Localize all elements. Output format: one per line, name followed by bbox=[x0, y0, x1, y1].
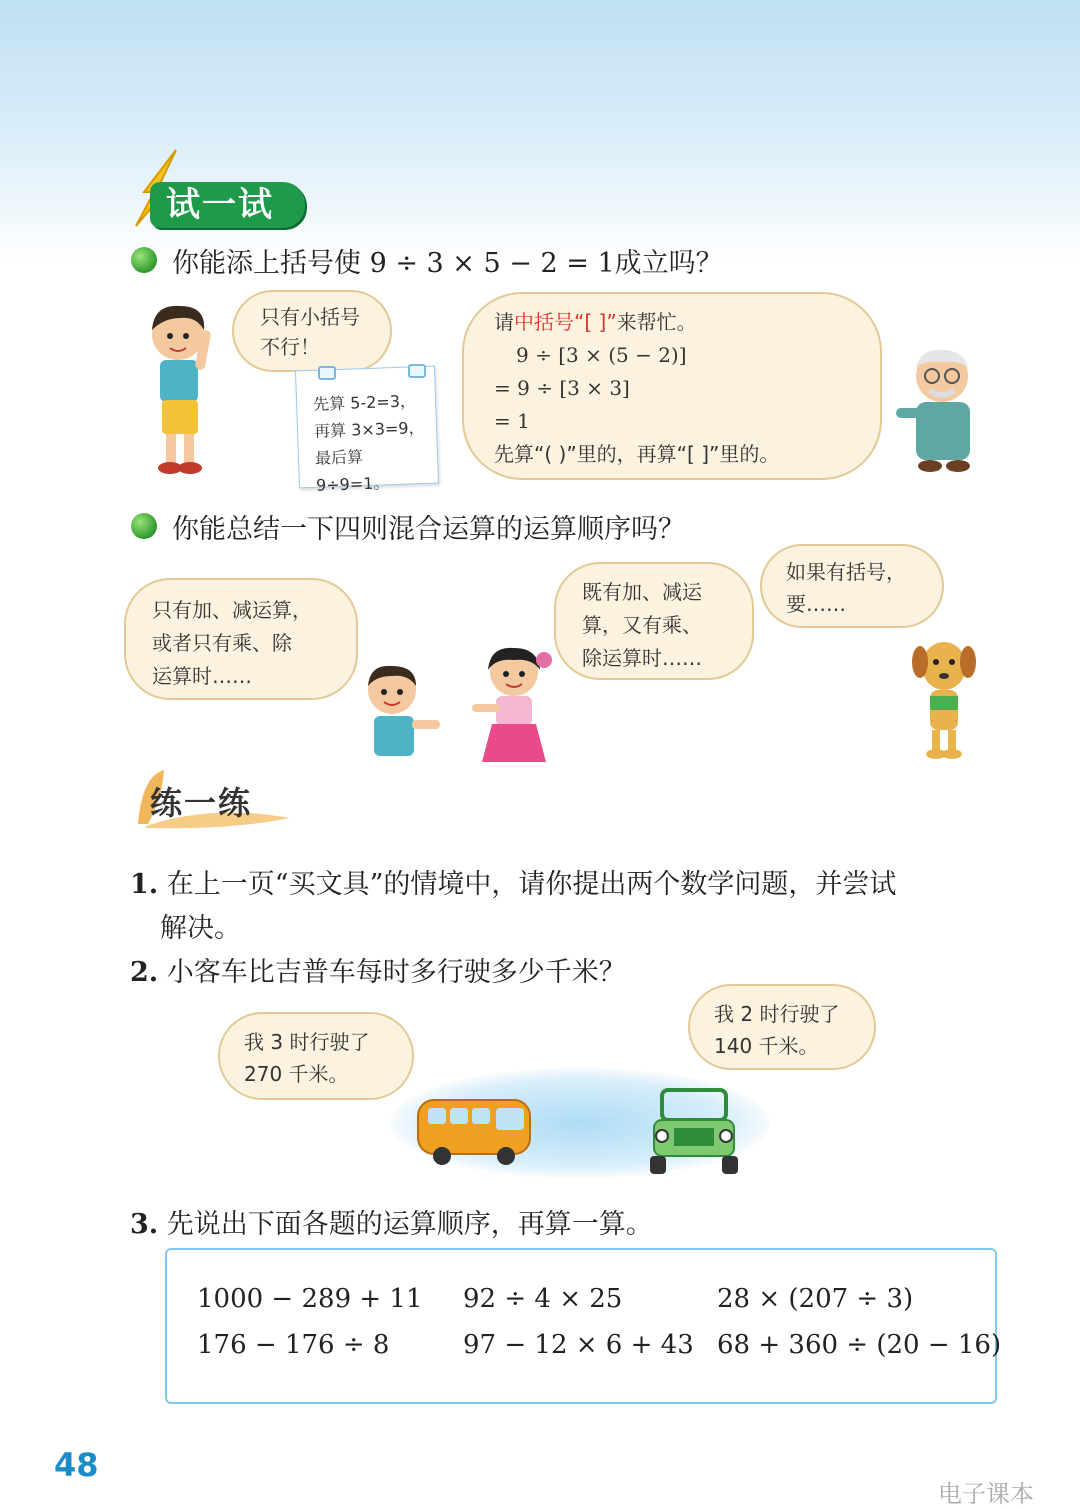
bubble-line: 只有加、减运算， bbox=[152, 598, 312, 622]
item-1-text: 在上一页“买文具”的情境中，请你提出两个数学问题，并尝试 bbox=[166, 869, 897, 900]
paper-clip-icon bbox=[318, 366, 336, 380]
jeep-speech-bubble bbox=[688, 984, 876, 1070]
item-3-number: 3. bbox=[130, 1209, 159, 1240]
calc-step-1: 9 ÷ [3 × (5 − 2)] bbox=[516, 343, 687, 367]
item-2-text: 小客车比吉普车每时多行驶多少千米？ bbox=[166, 957, 626, 988]
note-line: 先算 5-2=3， bbox=[312, 391, 417, 414]
bullet-icon bbox=[131, 247, 157, 273]
sticky-note bbox=[295, 366, 439, 495]
bubble-line: 只有小括号 bbox=[260, 305, 360, 329]
bubble-line: 要…… bbox=[786, 592, 846, 616]
teacher-summary: 先算“( )”里的，再算“[ ]”里的。 bbox=[494, 442, 780, 466]
bubble-line: 如果有括号， bbox=[786, 560, 906, 584]
exercise-box bbox=[165, 1248, 1002, 1404]
bus-illustration bbox=[414, 1092, 534, 1170]
paper-clip-icon bbox=[408, 364, 426, 378]
bubble-line: 或者只有乘、除 bbox=[152, 631, 292, 655]
teacher-intro-prefix: 请 bbox=[494, 310, 514, 334]
bubble-line: 我 2 时行驶了 bbox=[714, 1002, 840, 1026]
bullet-icon bbox=[131, 513, 157, 539]
expression: 28 × (207 ÷ 3) bbox=[717, 1284, 914, 1314]
page-number: 48 bbox=[54, 1446, 99, 1484]
teacher-intro-bracket: “[ ]” bbox=[574, 310, 617, 334]
bubble-line: 我 3 时行驶了 bbox=[244, 1030, 370, 1054]
expression: 92 ÷ 4 × 25 bbox=[463, 1284, 623, 1314]
item-3 bbox=[130, 1202, 653, 1241]
boy2-speech-bubble bbox=[124, 578, 358, 700]
girl-speech-bubble bbox=[554, 562, 754, 680]
dog-speech-bubble bbox=[760, 544, 944, 628]
item-1-line-1 bbox=[130, 862, 896, 901]
calc-step-2: = 9 ÷ [3 × 3] bbox=[494, 376, 630, 400]
bubble-line: 除运算时…… bbox=[582, 646, 702, 670]
bubble-line: 算，又有乘、 bbox=[582, 613, 702, 637]
bubble-line: 270 千米。 bbox=[244, 1062, 349, 1086]
item-3-text: 先说出下面各题的运算顺序，再算一算。 bbox=[166, 1209, 653, 1240]
bubble-line: 既有加、减运 bbox=[582, 580, 702, 604]
boy-character-illustration bbox=[140, 300, 230, 480]
item-1-number: 1. bbox=[130, 869, 159, 900]
boy2-character-illustration bbox=[356, 660, 446, 760]
question-1: 你能添上括号使 9 ÷ 3 × 5 − 2 = 1成立吗？ bbox=[172, 248, 723, 279]
dog-character-illustration bbox=[900, 636, 986, 760]
note-line: 再算 3×3=9， bbox=[313, 417, 425, 441]
teacher-intro-suffix: 来帮忙。 bbox=[616, 310, 697, 334]
item-2-number: 2. bbox=[130, 957, 159, 988]
teacher-intro bbox=[494, 306, 880, 339]
teacher-intro-red: 中括号 bbox=[514, 310, 574, 334]
girl-character-illustration bbox=[468, 640, 558, 768]
expression: 97 − 12 × 6 + 43 bbox=[463, 1330, 694, 1360]
jeep-illustration bbox=[644, 1086, 744, 1178]
section-title-practice-container bbox=[132, 768, 292, 830]
bubble-line: 不行！ bbox=[260, 335, 320, 359]
boy-speech-bubble bbox=[232, 290, 392, 372]
calc-step-3: = 1 bbox=[494, 409, 530, 433]
bubble-line: 140 千米。 bbox=[714, 1034, 819, 1058]
note-line: 最后算 9÷9=1。 bbox=[314, 447, 390, 495]
teacher-speech-bubble bbox=[462, 292, 882, 480]
item-1-line-2: 解决。 bbox=[160, 913, 241, 944]
section-title-practice: 练一练 bbox=[150, 784, 253, 822]
item-2 bbox=[130, 950, 626, 989]
expression: 176 − 176 ÷ 8 bbox=[197, 1330, 390, 1360]
bus-speech-bubble bbox=[218, 1012, 414, 1100]
watermark: 电子课本 bbox=[938, 1480, 1034, 1508]
question-2: 你能总结一下四则混合运算的运算顺序吗？ bbox=[172, 514, 685, 545]
expression: 68 + 360 ÷ (20 − 16) bbox=[717, 1330, 1002, 1360]
bubble-line: 运算时…… bbox=[152, 664, 252, 688]
section-title-try: 试一试 bbox=[150, 182, 305, 228]
teacher-character-illustration bbox=[890, 342, 990, 472]
expression: 1000 − 289 + 11 bbox=[197, 1284, 423, 1314]
